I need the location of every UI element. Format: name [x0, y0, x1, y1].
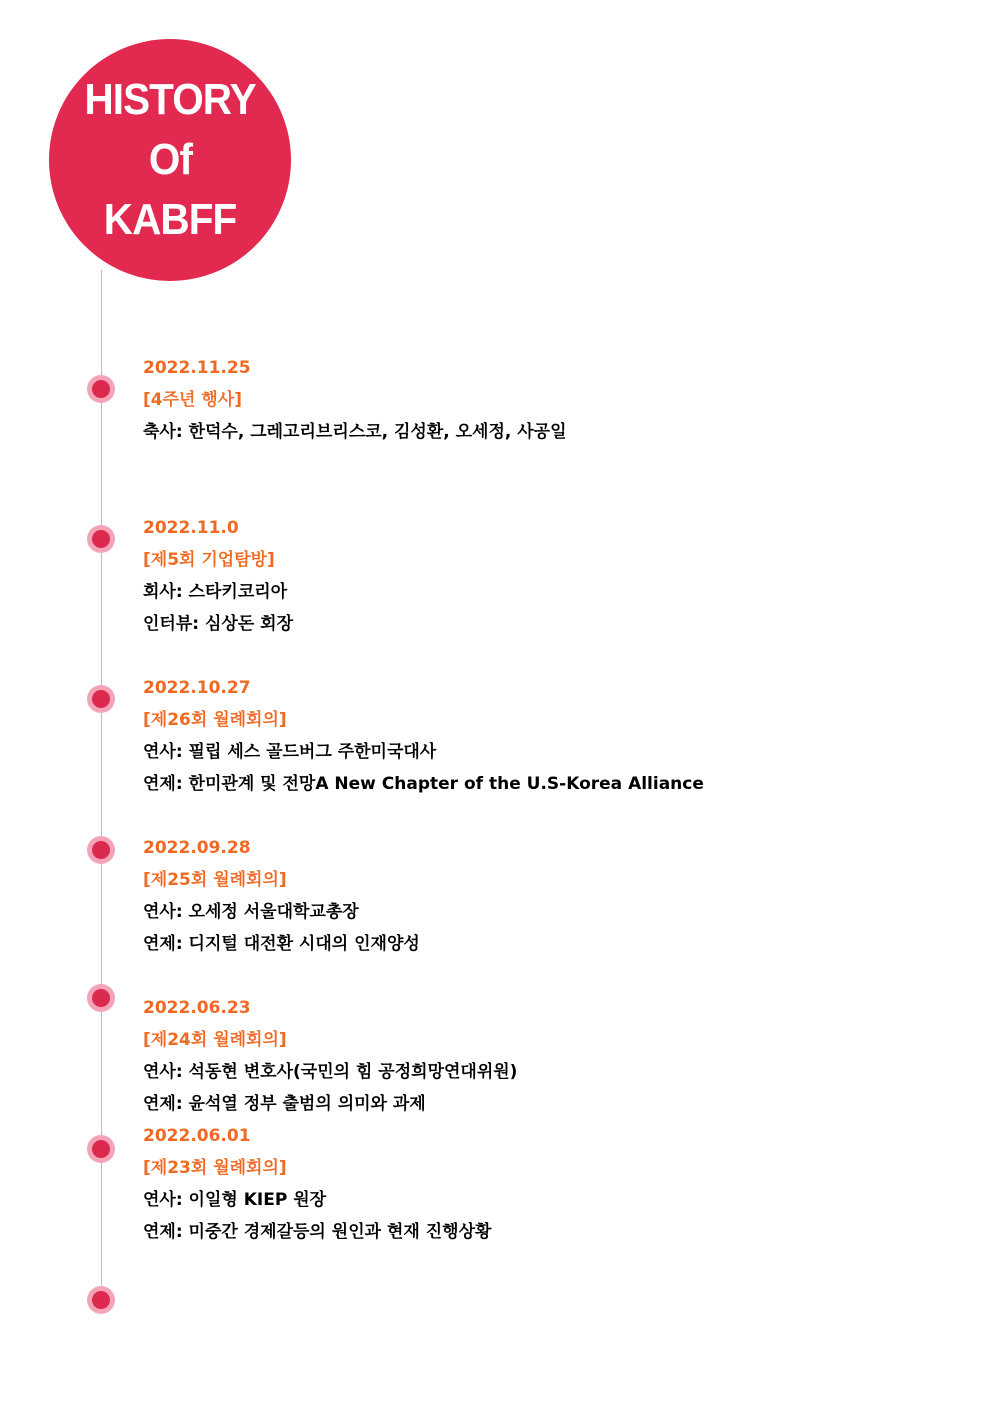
entry-event: [제24회 월례회의]: [143, 1030, 287, 1050]
entry-detail: 연제: 윤석열 정부 출범의 의미와 과제: [143, 1094, 426, 1114]
timeline-dot: [87, 836, 115, 864]
entry-event: [제25회 월례회의]: [143, 870, 287, 890]
entry-event: [제26회 월례회의]: [143, 710, 287, 730]
timeline-entry: [143, 512, 293, 640]
title-line-2: Of: [148, 135, 192, 184]
entry-date: 2022.11.25: [143, 358, 251, 378]
timeline-dot: [87, 1286, 115, 1314]
entry-detail: 연제: 한미관계 및 전망A New Chapter of the U.S-Korea Alliance: [143, 774, 704, 794]
entry-detail: 회사: 스타키코리아: [143, 582, 288, 602]
timeline-dot: [87, 525, 115, 553]
entry-detail: 연사: 오세정 서울대학교총장: [143, 902, 359, 922]
entry-date: 2022.09.28: [143, 838, 251, 858]
timeline-dot: [87, 685, 115, 713]
entry-event: [제5회 기업탐방]: [143, 550, 275, 570]
title-line-1: HISTORY: [84, 75, 256, 124]
timeline-entry: [143, 672, 704, 800]
entry-detail: 연사: 필립 세스 골드버그 주한미국대사: [143, 742, 437, 762]
entry-detail: 축사: 한덕수, 그레고리브리스코, 김성환, 오세정, 사공일: [143, 422, 567, 442]
timeline-dot: [87, 375, 115, 403]
entry-detail: 연제: 미중간 경제갈등의 원인과 현재 진행상황: [143, 1222, 492, 1242]
entry-detail: 연제: 디지털 대전환 시대의 인재양성: [143, 934, 420, 954]
entry-date: 2022.06.01: [143, 1126, 251, 1146]
timeline-entry: [143, 352, 567, 448]
timeline-entry: [143, 992, 517, 1120]
entry-event: [제23회 월례회의]: [143, 1158, 287, 1178]
entry-detail: 인터뷰: 심상돈 회장: [143, 614, 294, 634]
timeline-dot: [87, 984, 115, 1012]
entry-detail: 연사: 이일형 KIEP 원장: [143, 1190, 327, 1210]
timeline-entry: [143, 832, 420, 960]
timeline-entry: [143, 1120, 491, 1248]
entry-date: 2022.10.27: [143, 678, 251, 698]
entry-detail: 연사: 석동현 변호사(국민의 힘 공정희망연대위원): [143, 1062, 518, 1082]
entry-date: 2022.11.0: [143, 518, 239, 538]
title-badge: [49, 39, 291, 281]
entry-date: 2022.06.23: [143, 998, 251, 1018]
title-line-3: KABFF: [103, 195, 237, 244]
entry-event: [4주년 행사]: [143, 390, 242, 410]
timeline-dot: [87, 1135, 115, 1163]
